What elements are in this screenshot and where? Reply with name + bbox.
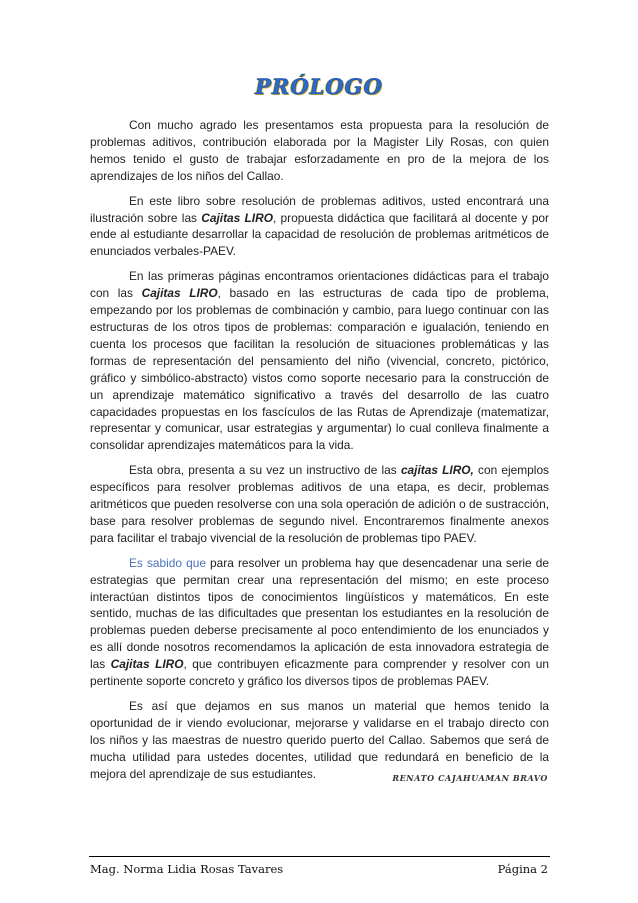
emphasis-text: Cajitas LIRO bbox=[201, 210, 273, 225]
page-number: Página 2 bbox=[497, 862, 548, 876]
emphasis-text: Cajitas LIRO bbox=[141, 286, 218, 301]
highlighted-text: Es sabido que bbox=[129, 555, 206, 570]
paragraph bbox=[90, 117, 549, 185]
prologue-body bbox=[90, 117, 549, 791]
paragraph-text: para resolver un problema hay que desencadenar una serie de estrategias que permitan crear una representación del mismo; en este proceso interactúan distintos tipos de conocimientos lingüísticos y matemáticos. En este sentido, muchas de las dificultades que presentan los estudiantes en la resolución de problemas pueden deberse precisamente al poco entendimiento de los enunciados y es allí donde nosotros recomendamos la aplicación de esta innovadora estrategia de las bbox=[90, 555, 549, 672]
paragraph bbox=[90, 698, 549, 783]
paragraph-text: En las primeras páginas encontramos orientaciones didácticas para el trabajo con las bbox=[90, 269, 549, 301]
footer-divider bbox=[89, 856, 550, 857]
paragraph-text: Es así que dejamos en sus manos un material que hemos tenido la oportunidad de ir viendo evolucionar, mejorarse y validarse en el trabajo directo con los niños y las maestras de nuestro querido puerto del Callao. Sabemos que será de mucha utilidad para ustedes docentes, utilidad que redundará en beneficio de la mejora del aprendizaje de sus estudiantes. bbox=[90, 699, 549, 781]
page-title: PRÓLOGO bbox=[255, 74, 383, 99]
paragraph-text: , basado en las estructuras de cada tipo de problema, empezando por los problemas de combinación y cambio, para luego continuar con las estructuras de los otros tipos de problemas: comparación e igualación, teniendo en cuenta los procesos que facilitan la resolución de situaciones problemáticas y las formas de representación del pensamiento del niño (vivencial, concreto, pictórico, gráfico y simbólico-abstracto) vistos como soporte necesario para la construcción de un aprendizaje matemático significativo a través del desarrollo de las cuatro capacidades propuestas en los fascículos de las Rutas de Aprendizaje (matematizar, representar y comunicar, usar estrategias y argumentar) lo cual conlleva finalmente a consolidar aprendizajes matemáticos para la vida. bbox=[90, 286, 549, 453]
footer-author: Mag. Norma Lidia Rosas Tavares bbox=[90, 862, 284, 876]
paragraph bbox=[90, 268, 549, 454]
paragraph-text: Con mucho agrado les presentamos esta propuesta para la resolución de problemas aditivos, contribución elaborada por la Magister Lily Rosas, con quien hemos tenido el gusto de trabajar esforzadamente en pro de la mejora de los aprendizajes de los niños del Callao. bbox=[90, 118, 549, 183]
paragraph-text: , propuesta didáctica que facilitará al docente y por ende al estudiante desarrollar la capacidad de resolución de problemas aritméticos de enunciados verbales-PAEV. bbox=[90, 210, 550, 259]
paragraph-text: , que contribuyen eficazmente para comprender y resolver con un pertinente soporte concreto y gráfico los diversos tipos de problemas PAEV. bbox=[90, 657, 549, 689]
author-signature: RENATO CAJAHUAMAN BRAVO bbox=[392, 773, 548, 783]
emphasis-text: Cajitas LIRO bbox=[110, 657, 184, 672]
paragraph-text: con ejemplos específicos para resolver problemas aditivos de una etapa, es decir, problemas aritméticos que pueden resolverse con una sola operación de adición o de sustracción, base para resolver problemas de segundo nivel. Encontraremos finalmente anexos para facilitar el trabajo vivencial de la resolución de problemas tipo PAEV. bbox=[90, 463, 549, 545]
paragraph-text: Esta obra, presenta a su vez un instructivo de las bbox=[129, 463, 401, 478]
emphasis-text: cajitas LIRO, bbox=[400, 463, 474, 478]
paragraph bbox=[90, 193, 549, 261]
paragraph bbox=[90, 555, 549, 690]
paragraph-text: En este libro sobre resolución de problemas aditivos, usted encontrará una ilustración sobre las bbox=[90, 193, 549, 225]
paragraph bbox=[90, 462, 549, 547]
